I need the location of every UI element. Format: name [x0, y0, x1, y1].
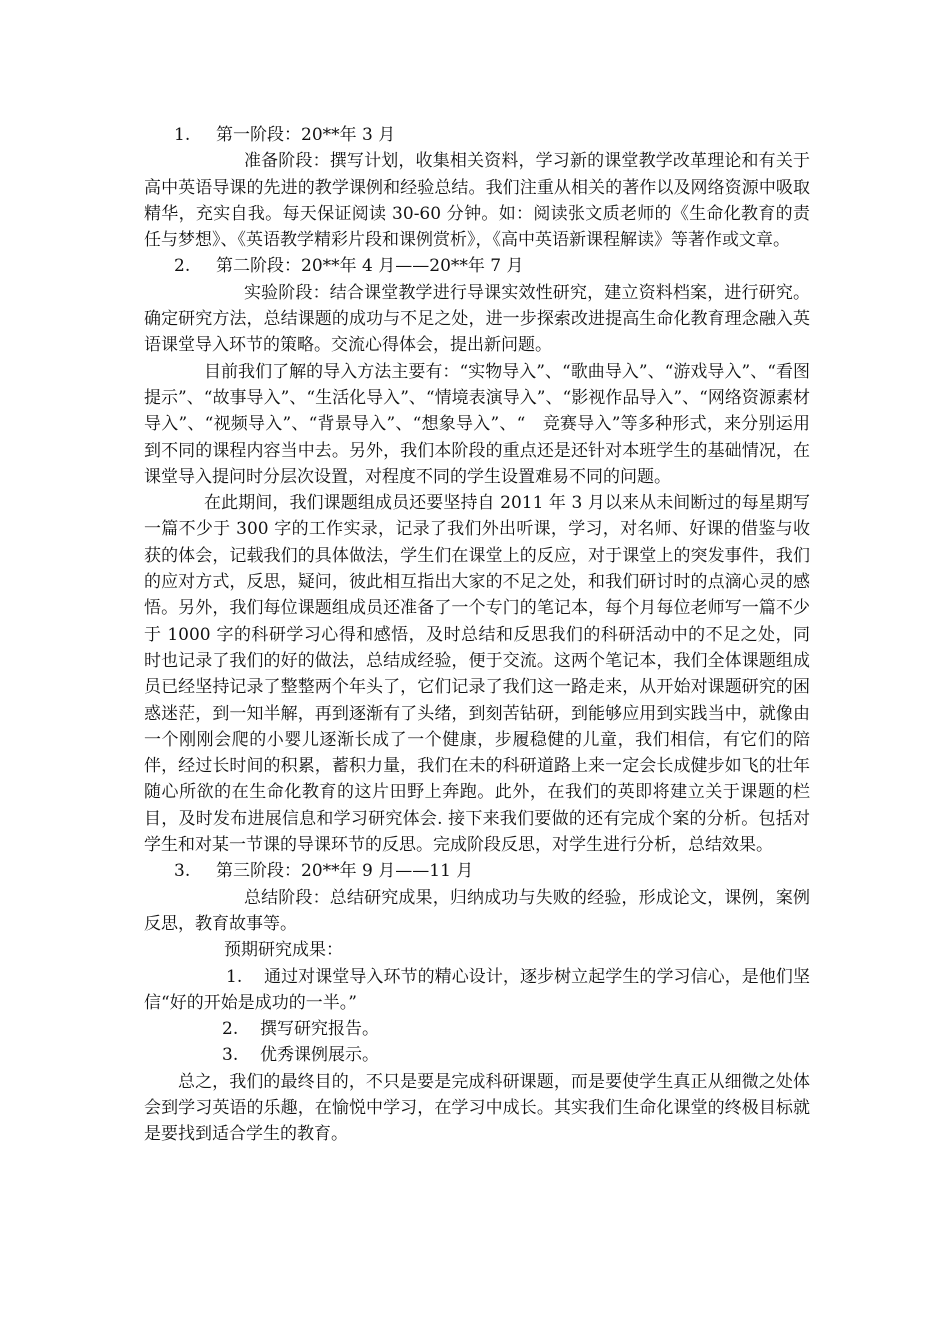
stage3-body: 总结阶段：总结研究成果，归纳成功与失败的经验，形成论文，课例，案例反思，教育故事等。: [144, 887, 810, 934]
stage1-title: 第一阶段：20**年 3 月: [216, 125, 396, 145]
stage2-methods-paragraph: 目前我们了解的导入方法主要有：“实物导入”、“歌曲导入”、“游戏导入”、“看图提示”、“故事导入”、“生活化导入”、“情境表演导入”、“影视作品导入”、“网络资源素材导入”、“视频导入”、“背景导入”、“想象导入”、“ 竞赛导入”等多种形式，来分别运用到不同的课程内容当中去。另外，我们本阶段的重点还是还针对本班学生的基础情况，在课堂导入提问时分层次设置，对程度不同的学生设置难易不同的问题。: [144, 361, 810, 487]
expected-item-2-number: 2.: [222, 1019, 239, 1040]
conclusion-paragraph: 总之，我们的最终目的，不只是要是完成科研课题，而是要使学生真正从细微之处体会到学习英语的乐趣，在愉悦中学习，在学习中成长。其实我们生命化课堂的终极目标就是要找到适合学生的教育。: [144, 1071, 810, 1145]
expected-item-1-number: 1.: [226, 966, 243, 987]
expected-results-heading: 预期研究成果：: [224, 940, 343, 961]
stage2-title: 第二阶段：20**年 4 月——20**年 7 月: [216, 256, 524, 277]
stage2-number: 2.: [174, 256, 191, 277]
expected-item-1: [144, 964, 810, 1017]
expected-item-3-text: 优秀课例展示。: [260, 1045, 379, 1066]
expected-item-2-text: 撰写研究报告。: [260, 1019, 379, 1040]
expected-item-2: [144, 1016, 810, 1042]
stage1-body: 准备阶段：撰写计划，收集相关资料，学习新的课堂教学改革理论和有关于高中英语导课的先进的教学课例和经验总结。我们注重从相关的著作以及网络资源中吸取精华，充实自我。每天保证阅读 30-60 分钟。如：阅读张文质老师的《生命化教育的责任与梦想》、《英语教学精彩片段和课例赏析》，《高中英语新课程解读》等著作或文章。: [144, 151, 810, 251]
stage2-heading: [144, 253, 810, 279]
stage1-number: 1.: [174, 125, 191, 145]
stage3-heading: [144, 858, 810, 884]
stage1-heading: [144, 122, 810, 148]
stage3-title: 第三阶段：20**年 9 月——11 月: [216, 861, 474, 882]
stage2-body: 实验阶段：结合课堂教学进行导课实效性研究，建立资料档案，进行研究。确定研究方法，总结课题的成功与不足之处，进一步探索改进提高生命化教育理念融入英语课堂导入环节的策略。交流心得体会，提出新问题。: [144, 282, 810, 356]
expected-item-3: [144, 1042, 810, 1068]
expected-item-3-number: 3.: [222, 1045, 239, 1066]
stage2-period-paragraph: 在此期间，我们课题组成员还要坚持自 2011 年 3 月以来从未间断过的每星期写一篇不少于 300 字的工作实录，记录了我们外出听课，学习，对名师、好课的借鉴与收获的体会，记载我们的具体做法，学生们在课堂上的反应，对于课堂上的突发事件，我们的应对方式，反思，疑问，彼此相互指出大家的不足之处，和我们研讨时的点滴心灵的感悟。另外，我们每位课题组成员还准备了一个专门的笔记本，每个月每位老师写一篇不少于 1000 字的科研学习心得和感悟，及时总结和反思我们的科研活动中的不足之处，同时也记录了我们的好的做法，总结成经验，便于交流。这两个笔记本，我们全体课题组成员已经坚持记录了整整两个年头了，它们记录了我们这一路走来，从开始对课题研究的困惑迷茫，到一知半解，再到逐渐有了头绪，到刻苦钻研，到能够应用到实践当中，就像由一个刚刚会爬的小婴儿逐渐长成了一个健康，步履稳健的儿童，我们相信，有它们的陪伴，经过长时间的积累，蓄积力量，我们在未的科研道路上来一定会长成健步如飞的壮年随心所欲的在生命化教育的这片田野上奔跑。此外，在我们的英即将建立关于课题的栏目，及时发布进展信息和学习研究体会. 接下来我们要做的还有完成个案的分析。包括对学生和对某一节课的导课环节的反思。完成阶段反思，对学生进行分析，总结效果。: [144, 493, 810, 856]
stage3-number: 3.: [174, 861, 191, 882]
document-page: [144, 122, 810, 1148]
expected-item-1-text: 通过对课堂导入环节的精心设计，逐步树立起学生的学习信心，是他们坚信“好的开始是成功的一半。”: [144, 966, 810, 1013]
